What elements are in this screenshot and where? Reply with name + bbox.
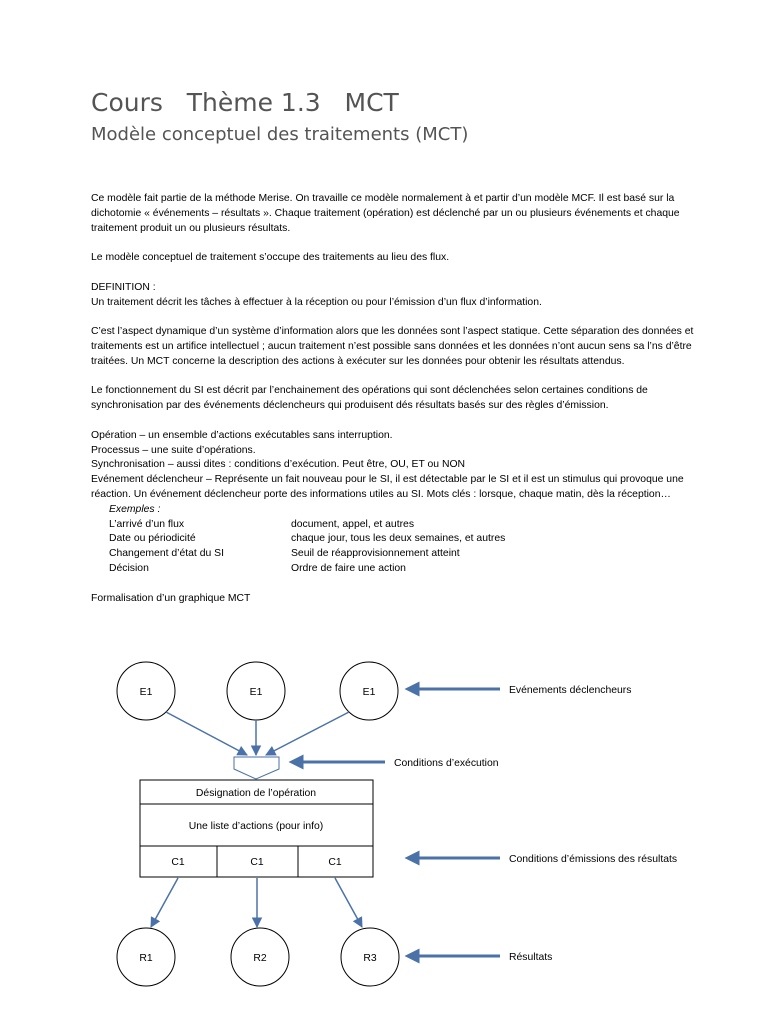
- emission-annotation: Conditions d’émissions des résultats: [509, 854, 678, 865]
- result-arrow: [151, 878, 178, 927]
- operation-actions: Une liste d’actions (pour info): [188, 821, 324, 832]
- result-label: R2: [253, 953, 267, 964]
- result-node: [231, 928, 289, 986]
- page-subtitle: Modèle conceptuel des traitements (MCT): [91, 124, 469, 145]
- fonctionnement-paragraph: Le fonctionnement du SI est décrit par l’enchainement des opérations qui sont déclenchées selon certaines conditions de synchronisation par des événements déclencheurs qui produisent dés résultats basés sur des règles d’émission.: [91, 385, 648, 412]
- flux-paragraph: Le modèle conceptuel de traitement s’occupe des traitements au lieu des flux.: [91, 252, 450, 264]
- condition-label: C1: [328, 857, 342, 868]
- operation-name: Désignation de l’opération: [195, 788, 317, 799]
- diagram-heading: Formalisation d’un graphique MCT: [91, 592, 251, 604]
- evenement-definition: Evénement déclencheur – Représente un fait nouveau pour le SI, il est détectable par le SI et il est un stimulus qui provoque une réaction. Un événement déclencheur porte des informations utiles au SI. Mots clés : lorsque, chaque matin, dès la réception…: [91, 474, 684, 500]
- example-type: Décision: [109, 562, 149, 574]
- intro-paragraph: Ce modèle fait partie de la méthode Merise. On travaille ce modèle normalement à et partir d’un modèle MCF. Il est basé sur la dichotomie « événements – résultats ». Chaque traitement (opération) est déclenché par un ou plusieurs événements et chaque traitement produit un ou plusieurs résultats.: [91, 193, 680, 234]
- synchronisation-definition: Synchronisation – aussi dites : conditions d’exécution. Peut être, OU, ET ou NON: [91, 459, 466, 471]
- event-node: [340, 662, 398, 720]
- event-label: E1: [362, 687, 376, 698]
- operation-box: [140, 780, 373, 877]
- operation-definition: Opération – un ensemble d’actions exécutables sans interruption.: [91, 429, 393, 441]
- example-type: Changement d’état du SI: [109, 548, 224, 560]
- event-label: E1: [139, 687, 153, 698]
- example-type: L’arrivé d’un flux: [109, 518, 185, 530]
- event-node: [227, 662, 285, 720]
- example-value: chaque jour, tous les deux semaines, et autres: [291, 533, 506, 545]
- event-arrow: [166, 712, 247, 755]
- definition-text: Un traitement décrit les tâches à effectuer à la réception ou pour l’émission d’un flux d’information.: [91, 296, 542, 308]
- result-label: R3: [363, 953, 377, 964]
- definition-label: DEFINITION :: [91, 281, 156, 293]
- result-label: R1: [139, 953, 153, 964]
- example-value: document, appel, et autres: [291, 518, 415, 530]
- processus-definition: Processus – une suite d’opérations.: [91, 444, 256, 456]
- examples-title: Exemples :: [109, 503, 161, 515]
- results-annotation: Résultats: [509, 952, 553, 963]
- condition-label: C1: [171, 857, 185, 868]
- aspect-paragraph: C’est l’aspect dynamique d’un système d’information alors que les données sont l’aspect statique. Cette séparation des données et traitements est un artifice intellectuel ; aucun traitement n’est possible sans données et les données n’ont aucun sens sa l’ns d’être traitées. Un MCT concerne la description des actions à exécuter sur les données pour obtenir les résultats attendus.: [91, 326, 694, 367]
- event-node: [117, 662, 175, 720]
- condition-label: C1: [250, 857, 264, 868]
- page-title: Cours Thème 1.3 MCT: [91, 88, 399, 117]
- result-arrow: [335, 878, 362, 927]
- example-value: Ordre de faire une action: [291, 562, 406, 574]
- events-annotation: Evénements déclencheurs: [509, 685, 632, 696]
- synchronisation-shape: [234, 757, 279, 779]
- event-arrow: [266, 712, 349, 755]
- result-node: [341, 928, 399, 986]
- execution-annotation: Conditions d’exécution: [394, 758, 499, 769]
- event-label: E1: [249, 687, 263, 698]
- example-type: Date ou périodicité: [109, 533, 196, 545]
- example-value: Seuil de réapprovisionnement atteint: [291, 548, 460, 560]
- result-node: [117, 928, 175, 986]
